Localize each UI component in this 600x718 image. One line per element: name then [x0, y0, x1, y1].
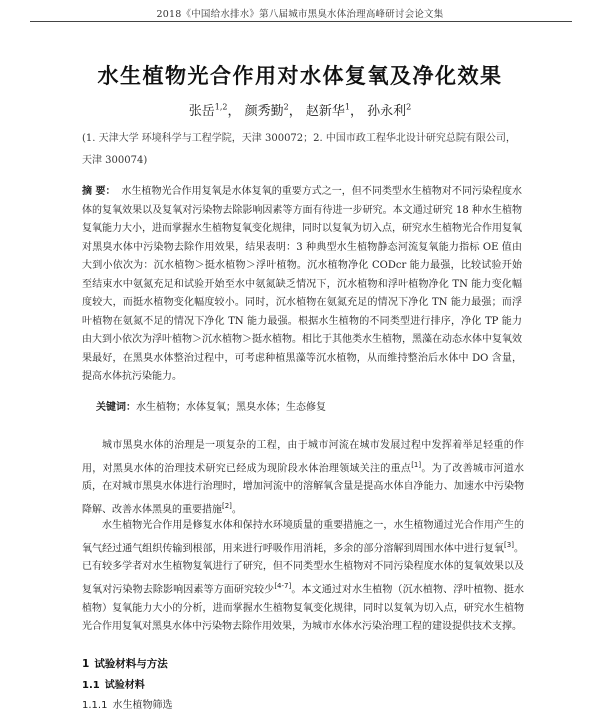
section-heading-1-1-1	[82, 696, 172, 711]
citation: [4-7]	[274, 581, 292, 590]
header-rule	[30, 21, 572, 22]
citation: [2]	[222, 501, 232, 510]
abstract	[82, 183, 522, 387]
author-name: 赵新华	[305, 104, 345, 119]
author-separator: ，	[288, 104, 302, 119]
paragraph-text: 城市黑臭水体的治理是一项复杂的工程，由于城市河流在城市发展过程中发挥着举足轻重的作用，对黑臭水体的治理技术研究已经成为现阶段水体治理领域关注的重点	[82, 440, 524, 474]
abstract-label: 摘 要：	[82, 186, 116, 197]
section-number: 1.1	[82, 680, 100, 691]
author-affiliation-mark: 2	[406, 102, 412, 112]
section-heading-1	[82, 656, 168, 671]
paragraph-text: 。	[231, 504, 242, 516]
keywords-text: 水生植物；水体复氧；黑臭水体；生态修复	[136, 402, 326, 413]
section-heading-1-1	[82, 676, 145, 691]
citation: [3]	[504, 540, 514, 549]
author-name: 颜秀勤	[244, 104, 284, 119]
keywords	[96, 398, 516, 413]
section-title: 试验材料	[104, 680, 145, 691]
paragraph-text: 。本文通过对水生植物（沉水植物、浮叶植物、挺水植物）复氧能力大小的分析，进而掌握水生植物复氧变化规律，同时以复氧为切入点，研究水生植物光合作用复氧对黑臭水体中污染物去除作用效果，为城市水体水污染治理工程的建设提供技术支撑。	[82, 584, 525, 633]
keywords-label: 关键词：	[96, 402, 136, 413]
author-list	[0, 100, 600, 119]
author-affiliation-mark: 1,2	[214, 102, 228, 112]
body-paragraph-1	[82, 437, 524, 520]
paper-title: 水生植物光合作用对水体复氧及净化效果	[97, 63, 503, 88]
author-affiliation-mark: 2	[283, 102, 289, 112]
author-name: 孙永利	[367, 104, 407, 119]
running-header: 2018《中国给水排水》第八届城市黑臭水体治理高峰研讨会论文集	[156, 9, 444, 20]
section-number: 1	[82, 658, 90, 670]
paragraph-text: 。为了改善城市河道水质，在对城市黑臭水体进行治理时，增加河流中的溶解氧含量是提高水体自净能力、加速水中污染物降解、改善水体黑臭的重要措施	[82, 462, 525, 516]
paragraph-text: 水生植物光合作用是修复水体和保持水环境质量的重要措施之一，水生植物通过光合作用产生的氧气经过通气组织传输到根部，用来进行呼吸作用消耗，多余的部分溶解到周围水体中进行复氧	[82, 520, 524, 554]
author-affiliation-mark: 1	[344, 102, 350, 112]
section-title: 试验材料与方法	[94, 658, 168, 670]
paragraph-text: 。已有较多学者对水生植物复氧进行了研究，但不同类型水生植物对不同污染程度水体的复氧效果以及复氧对污染物去除影响因素等方面研究较少	[82, 542, 525, 596]
citation: [1]	[411, 460, 422, 469]
abstract-text: 水生植物光合作用复氧是水体复氧的重要方式之一，但不同类型水生植物对不同污染程度水体的复氧效果以及复氧对污染物去除影响因素等方面有待进一步研究。本文通过研究 18 种水生植物复氧能力大小，进而掌握水生植物复氧变化规律，同时以复氧为切入点，研究水生植物光合作用复氧对黑臭水体中污染物去除作用效果，结果表明：3 种典型水生植物静态河流复氧能力指标 OE 值由大到小依次为：沉水植物＞挺水植物＞浮叶植物。沉水植物净化 CODcr 能力最强，比较试验开始至结束水中氨氮充足和试验开始至水中氨氮缺乏情况下，沉水植物和浮叶植物净化 TN 能力变化幅度较大，而挺水植物变化幅度较小。同时，沉水植物在氨氮充足的情况下净化 TN 能力最强；而浮叶植物在氨氮不足的情况下净化 TN 能力最强。根据水生植物的不同类型进行排序，净化 TP 能力由大到小依次为浮叶植物＞沉水植物＞挺水植物。相比于其他类水生植物，黑藻在动态水体中复氧效果最好，在黑臭水体整治过程中，可考虑种植黑藻等沉水植物，从而维持整治后水体中 DO 含量，提高水体抗污染能力。	[82, 186, 522, 382]
body-paragraph-2	[82, 517, 524, 637]
author-separator: ，	[350, 104, 364, 119]
author-separator: ，	[227, 104, 241, 119]
affiliation: (1. 天津大学 环境科学与工程学院，天津 300072；2. 中国市政工程华北设计研究总院有限公司，天津 300074)	[82, 133, 516, 166]
author-name: 张岳	[188, 104, 215, 119]
section-title: 水生植物筛选	[112, 700, 173, 711]
section-number: 1.1.1	[82, 700, 108, 711]
